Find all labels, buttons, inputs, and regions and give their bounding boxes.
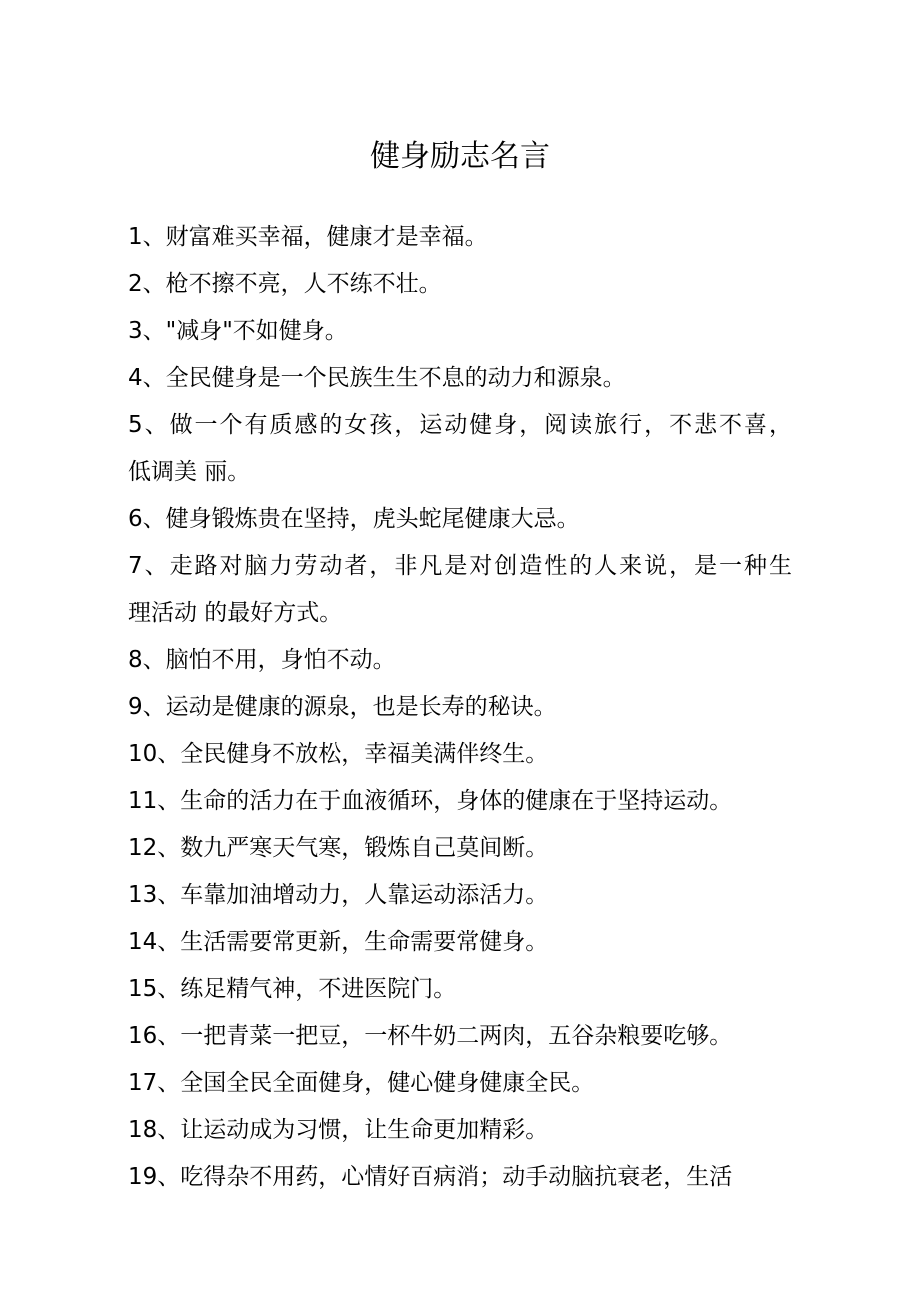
quote-item: [128, 1107, 792, 1154]
quote-item: [128, 1154, 792, 1201]
quote-line: 2、枪不擦不亮，人不练不壮。: [128, 271, 442, 297]
quote-line: 14、生活需要常更新，生命需要常健身。: [128, 929, 549, 955]
quote-item: [128, 637, 792, 684]
quote-line: 3、"减身"不如健身。: [128, 318, 348, 344]
quote-item: [128, 1013, 792, 1060]
quote-line: 1、财富难买幸福，健康才是幸福。: [128, 224, 488, 250]
quote-line: 10、全民健身不放松，幸福美满伴终生。: [128, 741, 549, 767]
quote-line: 17、全国全民全面健身，健心健身健康全民。: [128, 1070, 595, 1096]
quote-line: 5、做一个有质感的女孩，运动健身，阅读旅行，不悲不喜，: [128, 412, 792, 438]
quote-line: 9、运动是健康的源泉，也是长寿的秘诀。: [128, 694, 557, 720]
quote-line: 15、练足精气神，不进医院门。: [128, 976, 457, 1002]
quote-item: [128, 496, 792, 543]
quote-item: [128, 543, 792, 637]
quote-item: [128, 214, 792, 261]
quote-line: 4、全民健身是一个民族生生不息的动力和源泉。: [128, 365, 626, 391]
quote-item: [128, 684, 792, 731]
quote-line: 18、让运动成为习惯，让生命更加精彩。: [128, 1117, 549, 1143]
quote-item: [128, 308, 792, 355]
quote-line: 8、脑怕不用，身怕不动。: [128, 647, 396, 673]
quote-list: [128, 214, 792, 1201]
quote-line: 12、数九严寒天气寒，锻炼自己莫间断。: [128, 835, 549, 861]
quote-line: 理活动 的最好方式。: [128, 600, 343, 626]
quote-line: 16、一把青菜一把豆，一杯牛奶二两肉，五谷杂粮要吃够。: [128, 1023, 733, 1049]
quote-item: [128, 402, 792, 496]
quote-item: [128, 872, 792, 919]
quote-line: 6、健身锻炼贵在坚持，虎头蛇尾健康大忌。: [128, 506, 580, 532]
quote-line: 11、生命的活力在于血液循环，身体的健康在于坚持运动。: [128, 788, 733, 814]
quote-item: [128, 261, 792, 308]
quote-item: [128, 919, 792, 966]
quote-item: [128, 825, 792, 872]
quote-item: [128, 731, 792, 778]
quote-line: 19、吃得杂不用药，心情好百病消；动手动脑抗衰老，生活: [128, 1164, 733, 1190]
quote-item: [128, 778, 792, 825]
quote-item: [128, 355, 792, 402]
quote-line: 13、车靠加油增动力，人靠运动添活力。: [128, 882, 549, 908]
page-title: 健身励志名言: [370, 139, 550, 174]
quote-item: [128, 966, 792, 1013]
quote-line: 7、走路对脑力劳动者，非凡是对创造性的人来说，是一种生: [128, 553, 792, 579]
quote-item: [128, 1060, 792, 1107]
quote-line: 低调美 丽。: [128, 459, 251, 485]
